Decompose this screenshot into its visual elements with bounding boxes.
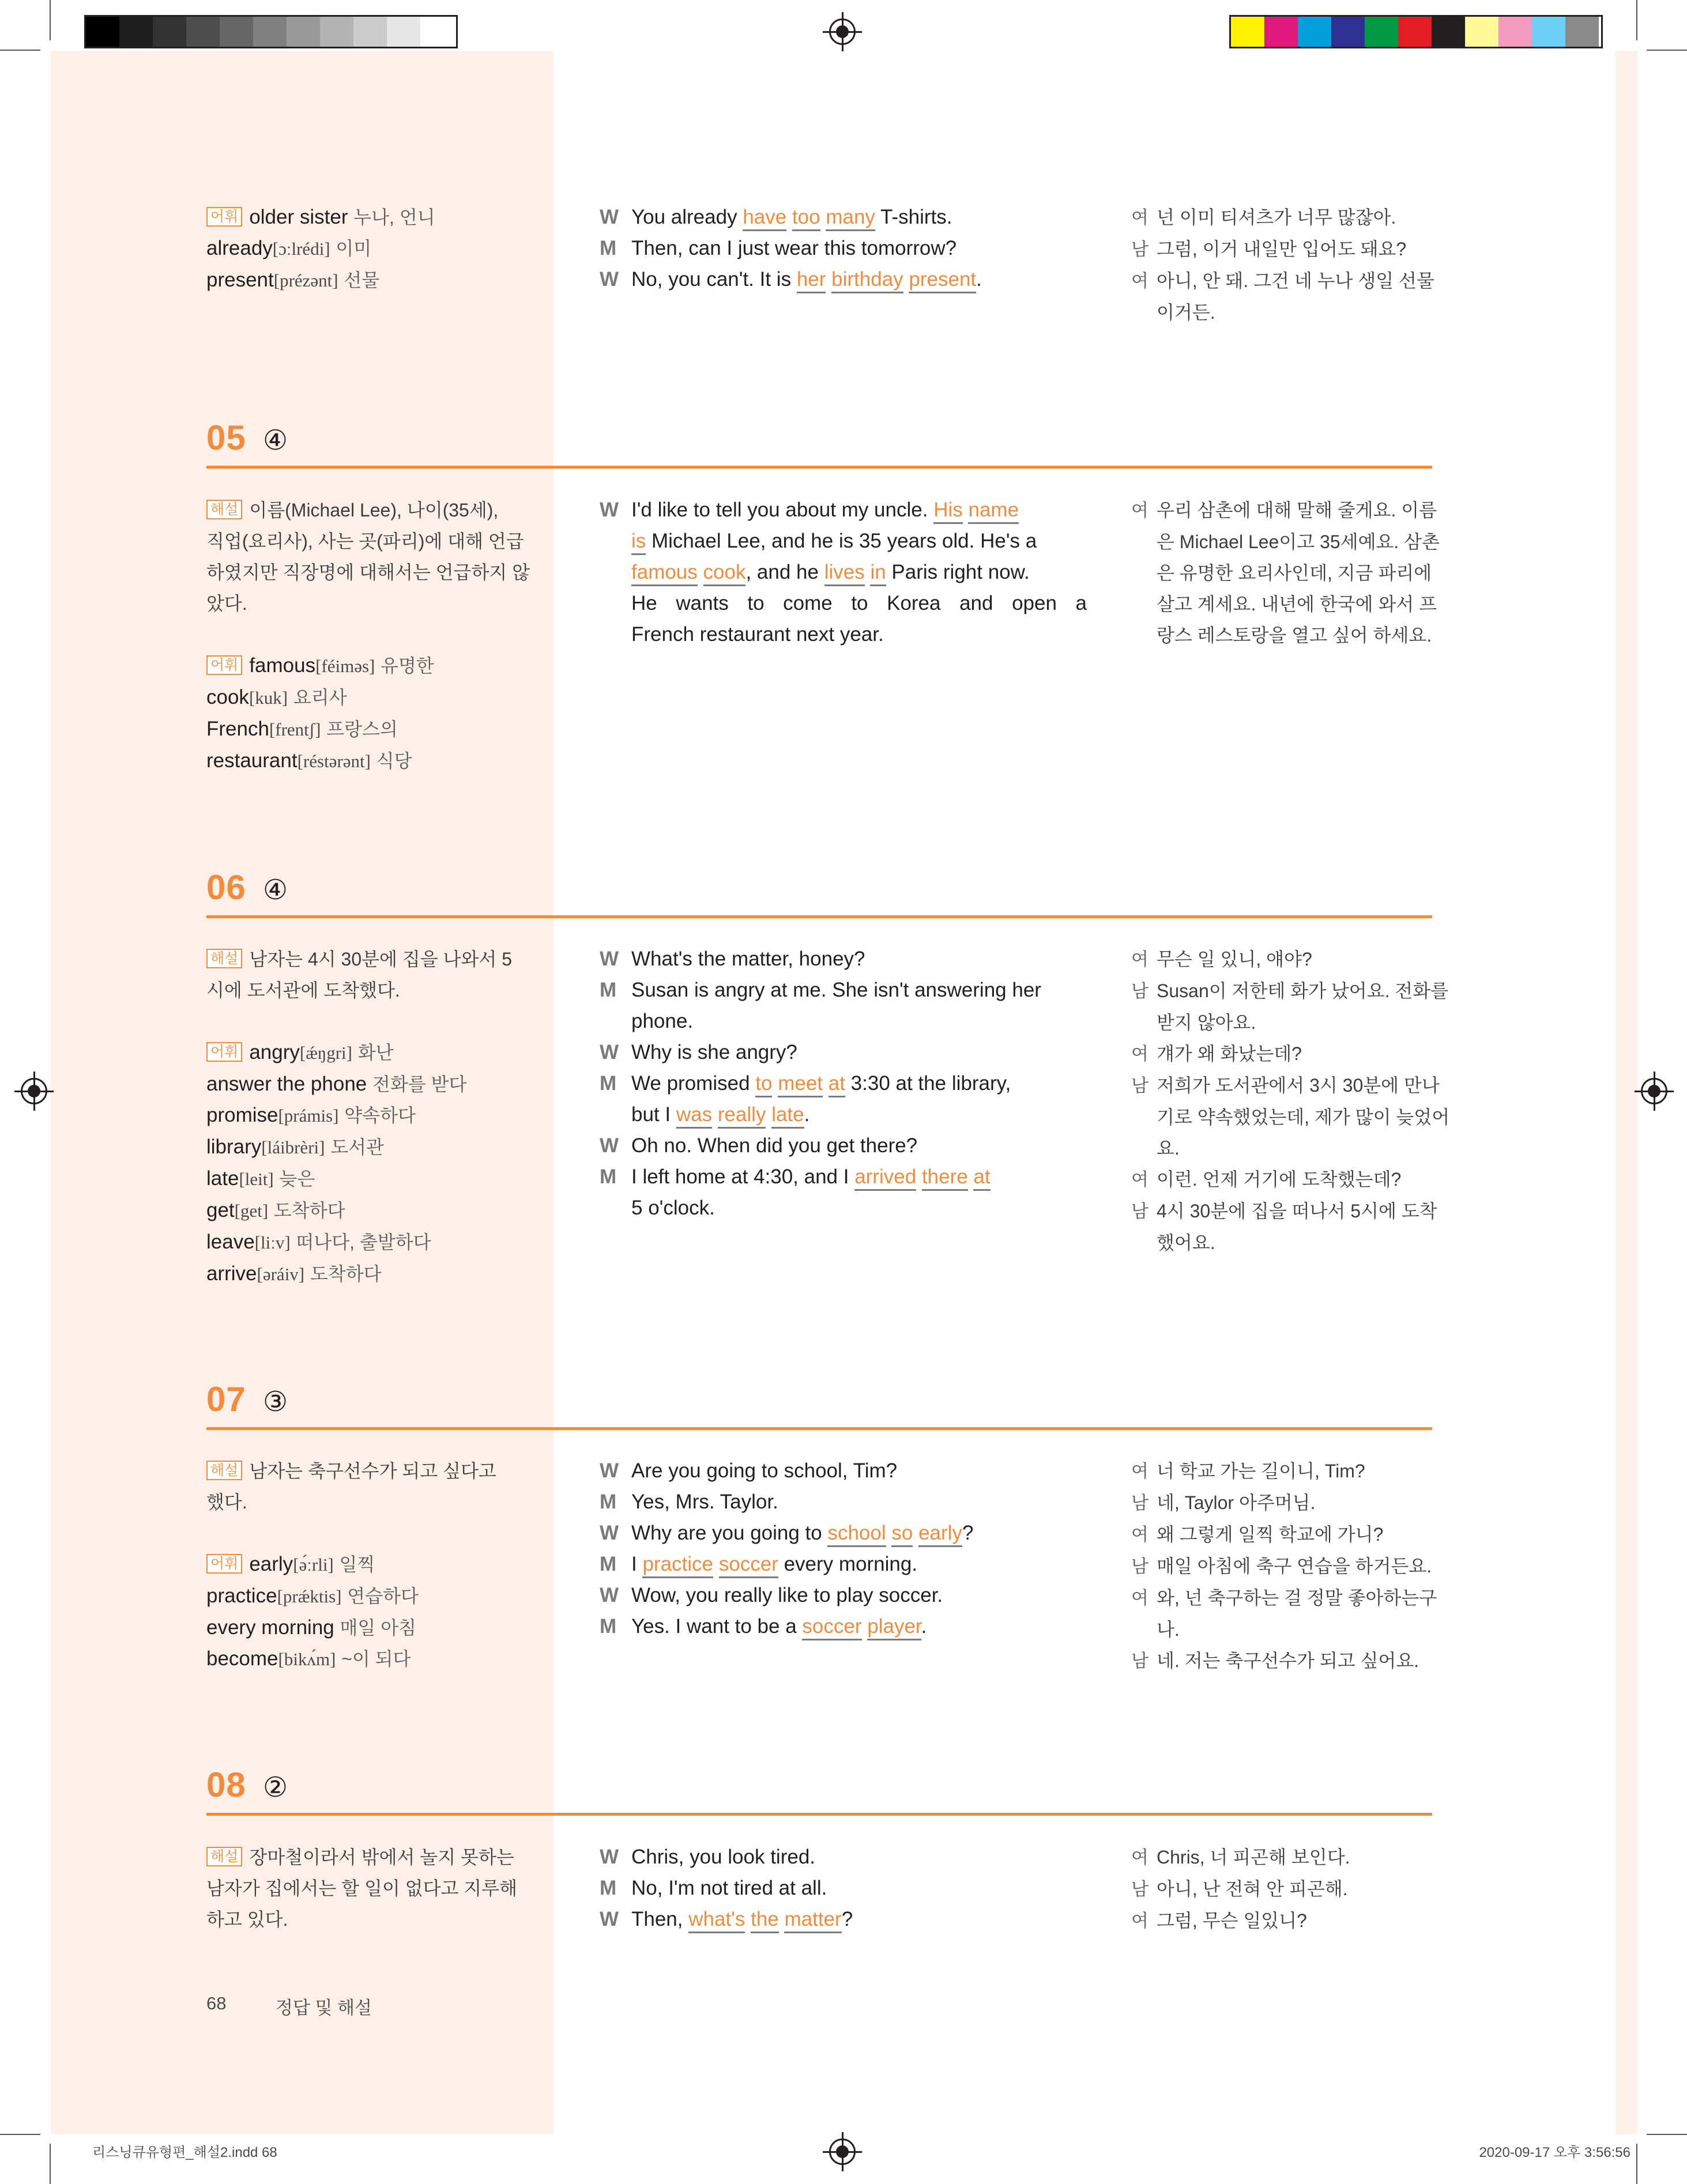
color-swatch <box>1498 17 1532 47</box>
speaker-label: 여 <box>1131 500 1148 520</box>
explanation-text: 남자는 축구선수가 되고 싶다고 <box>249 1461 496 1481</box>
answer-choice: ④ <box>263 425 288 456</box>
speaker-label: 여 <box>1131 271 1148 291</box>
script-text: Why is she angry? <box>631 1041 797 1063</box>
speaker-label: 남 <box>1131 239 1148 259</box>
script-text: every morning. <box>778 1553 918 1575</box>
section-07-header <box>206 1381 1432 1430</box>
translation-text: 아니, 난 전혀 안 피곤해. <box>1157 1879 1348 1899</box>
translation-text: 은 유명한 요리사인데, 지금 파리에 <box>1157 563 1432 583</box>
script-text: ? <box>962 1522 974 1544</box>
script-text: Yes, Mrs. Taylor. <box>631 1491 778 1513</box>
answer-blank: soccer <box>802 1615 861 1640</box>
script-text: Paris right now. <box>886 561 1030 583</box>
question-number: 07 <box>206 1380 246 1419</box>
answer-blank: meet <box>778 1072 823 1097</box>
explanation-text: 남자가 집에서는 할 일이 없다고 지루해 <box>206 1878 518 1899</box>
speaker-label: 여 <box>1131 1170 1148 1190</box>
vocab-meaning: 연습하다 <box>347 1586 419 1606</box>
vocab-pronunciation: [prámis] <box>278 1106 339 1126</box>
translation-text: Susan이 저한테 화가 났어요. 전화를 <box>1157 980 1449 1001</box>
explanation-text: 았다. <box>206 593 247 614</box>
explanation-text: 장마철이라서 밖에서 놀지 못하는 <box>249 1847 514 1868</box>
vocab-pronunciation: [prézənt] <box>273 270 338 291</box>
sec08-script <box>600 1842 1087 1935</box>
speaker-label: M <box>600 1877 617 1899</box>
vocab-word: older sister <box>249 206 348 228</box>
explanation-text: 남자는 4시 30분에 집을 나와서 5 <box>249 949 512 970</box>
gray-swatch <box>153 17 186 47</box>
speaker-label: 여 <box>1131 1044 1148 1064</box>
speaker-label: W <box>600 948 619 970</box>
vocab-word: every morning <box>206 1616 334 1639</box>
translation-text: 넌 이미 티셔츠가 너무 많잖아. <box>1157 207 1396 228</box>
speaker-label: M <box>600 1615 617 1638</box>
answer-blank: practice <box>642 1553 713 1578</box>
vocab-meaning: 요리사 <box>293 687 347 708</box>
sec06-script <box>600 944 1087 1224</box>
vocab-word: leave <box>206 1231 255 1253</box>
registration-mark-right <box>1641 1078 1667 1104</box>
vocab-meaning: 도서관 <box>330 1137 384 1157</box>
vocab-word: become <box>206 1647 278 1670</box>
translation-text: 너 학교 가는 길이니, Tim? <box>1157 1461 1365 1481</box>
color-swatch <box>1365 17 1398 47</box>
script-text: ? <box>841 1908 853 1930</box>
script-text: but I <box>631 1103 676 1126</box>
vocab-meaning: 이미 <box>336 238 372 259</box>
speaker-label: 여 <box>1131 1847 1148 1868</box>
answer-blank: birthday <box>831 268 903 293</box>
script-text: Why are you going to <box>631 1522 828 1544</box>
vocab-meaning: 매일 아침 <box>340 1617 417 1638</box>
speaker-label: 남 <box>1131 981 1148 1001</box>
translation-text: 이런. 언제 거기에 도착했는데? <box>1157 1169 1402 1190</box>
sec04-vocab <box>206 202 506 296</box>
speaker-label: 남 <box>1131 1201 1148 1221</box>
color-swatch <box>1565 17 1599 47</box>
vocab-word: practice <box>206 1585 277 1607</box>
vocab-word: French <box>206 718 269 740</box>
registration-mark-top <box>829 18 856 45</box>
translation-text: 아니, 안 돼. 그건 네 누나 생일 선물 <box>1157 270 1434 291</box>
color-swatch <box>1432 17 1465 47</box>
explanation-text: 하였지만 직장명에 대해서는 언급하지 않 <box>206 562 530 583</box>
question-number: 05 <box>206 418 246 457</box>
sec05-script <box>600 495 1087 650</box>
script-text: T-shirts. <box>875 206 952 228</box>
vocab-word: answer the phone <box>206 1073 367 1095</box>
script-text: Yes. I want to be a <box>631 1615 803 1638</box>
translation-text: 기로 약속했었는데, 제가 많이 늦었어 <box>1157 1107 1450 1127</box>
speaker-label: 남 <box>1131 1493 1148 1513</box>
registration-mark-bottom <box>829 2138 856 2165</box>
vocab-pronunciation: [féiməs] <box>315 656 375 676</box>
vocab-pronunciation: [láibrèri] <box>261 1137 325 1157</box>
sec05-translation <box>1131 495 1440 651</box>
vocab-tag: 어휘 <box>206 1042 242 1062</box>
vocab-pronunciation: [ɔːlrédi] <box>272 239 330 259</box>
speaker-label: 여 <box>1131 949 1148 970</box>
answer-blank: late <box>771 1103 804 1129</box>
vocab-word: restaurant <box>206 749 298 772</box>
crop-mark <box>0 50 40 51</box>
answer-blank: soccer <box>719 1553 778 1578</box>
vocab-meaning: 선물 <box>344 270 380 291</box>
answer-blank: there <box>922 1165 968 1191</box>
answer-choice: ④ <box>263 875 288 906</box>
color-swatch <box>1532 17 1565 47</box>
sec04-script <box>600 202 1087 295</box>
speaker-label: 여 <box>1131 1461 1148 1481</box>
vocab-pronunciation: [bikʌ́m] <box>278 1649 336 1669</box>
question-number: 08 <box>206 1766 246 1804</box>
script-text: Then, <box>631 1908 689 1930</box>
answer-blank: name <box>968 499 1019 524</box>
script-text: . <box>804 1103 810 1126</box>
vocab-meaning: 약속하다 <box>344 1105 416 1126</box>
script-text: Wow, you really like to play soccer. <box>631 1584 943 1606</box>
speaker-label: 여 <box>1131 208 1148 228</box>
translation-text: 4시 30분에 집을 떠나서 5시에 도착 <box>1157 1201 1437 1221</box>
vocab-word: present <box>206 269 274 291</box>
script-text: Oh no. When did you get there? <box>631 1134 918 1157</box>
speaker-label: 여 <box>1131 1588 1148 1608</box>
speaker-label: W <box>600 268 619 291</box>
translation-text: 이거든. <box>1157 302 1215 323</box>
translation-text: 받지 않아요. <box>1157 1012 1256 1033</box>
speaker-label: 남 <box>1131 1879 1148 1899</box>
explain-tag: 해설 <box>206 500 242 519</box>
vocab-meaning: ~이 되다 <box>341 1649 411 1669</box>
vocab-pronunciation: [frentʃ] <box>269 719 321 740</box>
vocab-word: late <box>206 1167 239 1190</box>
script-text: No, you can't. It is <box>631 268 797 291</box>
translation-text: 네. 저는 축구선수가 되고 싶어요. <box>1157 1650 1419 1671</box>
right-edge-background <box>1616 51 1637 2134</box>
translation-text: 왜 그렇게 일찍 학교에 가니? <box>1157 1524 1384 1545</box>
speaker-label: 남 <box>1131 1556 1148 1576</box>
sec07-translation <box>1131 1455 1437 1677</box>
answer-blank: to <box>755 1072 772 1097</box>
gray-swatch <box>86 17 119 47</box>
vocab-pronunciation: [leit] <box>239 1169 274 1189</box>
vocab-meaning: 늦은 <box>279 1168 315 1189</box>
vocab-tag: 어휘 <box>206 207 242 227</box>
vocab-meaning: 누나, 언니 <box>353 207 435 228</box>
answer-blank: at <box>829 1072 845 1097</box>
gray-color-bar <box>84 15 458 48</box>
answer-blank: her <box>797 268 826 293</box>
vocab-pronunciation: [réstərənt] <box>297 751 371 771</box>
crop-mark <box>0 2134 40 2135</box>
gray-swatch <box>186 17 220 47</box>
gray-swatch <box>287 17 320 47</box>
vocab-word: famous <box>249 654 316 677</box>
translation-text: 와, 넌 축구하는 걸 정말 좋아하는구 <box>1157 1587 1437 1608</box>
vocab-pronunciation: [liːv] <box>254 1232 291 1253</box>
script-text: , and he <box>745 561 824 583</box>
sec08-notes <box>206 1842 518 1935</box>
vocab-word: library <box>206 1136 262 1158</box>
page-number: 68 <box>206 1993 227 2013</box>
explanation-text: 이름(Michael Lee), 나이(35세), <box>249 500 499 520</box>
translation-text: 요. <box>1157 1138 1180 1159</box>
answer-blank: in <box>870 561 886 586</box>
translation-text: 나. <box>1157 1619 1180 1640</box>
explanation-text: 직업(요리사), 사는 곳(파리)에 대해 언급 <box>206 531 524 552</box>
color-swatch <box>1398 17 1432 47</box>
vocab-word: arrive <box>206 1262 257 1285</box>
speaker-label: W <box>600 1522 619 1544</box>
section-06-header <box>206 869 1432 918</box>
speaker-label: W <box>600 499 619 521</box>
crop-mark <box>50 2144 51 2184</box>
vocab-meaning: 유명한 <box>381 655 434 676</box>
vocab-meaning: 화난 <box>357 1042 394 1063</box>
vocab-pronunciation: [əráiv] <box>257 1264 305 1284</box>
vocab-pronunciation: [ǽŋgri] <box>299 1043 352 1063</box>
vocab-word: angry <box>249 1041 300 1063</box>
registration-mark-left <box>21 1078 47 1104</box>
section-05-header <box>206 420 1432 469</box>
sec06-translation <box>1131 944 1450 1258</box>
script-text: I left home at 4:30, and I <box>631 1165 855 1188</box>
speaker-label: M <box>600 979 617 1001</box>
script-text: Michael Lee, and he is 35 years old. He's a <box>646 530 1037 552</box>
speaker-label: W <box>600 1584 619 1606</box>
speaker-label: 남 <box>1131 1076 1148 1096</box>
answer-choice: ② <box>263 1772 288 1803</box>
translation-text: 우리 삼촌에 대해 말해 줄게요. 이름 <box>1157 500 1437 520</box>
translation-text: 무슨 일 있니, 얘야? <box>1157 949 1312 970</box>
speaker-label: W <box>600 1134 619 1157</box>
translation-text: 살고 계세요. 내년에 한국에 와서 프 <box>1157 594 1437 614</box>
script-text: . <box>976 268 982 291</box>
answer-blank: was <box>676 1103 712 1129</box>
answer-blank: have <box>743 206 786 231</box>
translation-text: 그럼, 이거 내일만 입어도 돼요? <box>1157 239 1407 259</box>
answer-blank: early <box>918 1522 962 1547</box>
vocab-word: already <box>206 237 273 259</box>
vocab-word: get <box>206 1199 235 1221</box>
speaker-label: M <box>600 1491 617 1513</box>
translation-text: 네, Taylor 아주머님. <box>1157 1492 1316 1513</box>
script-text: You already <box>631 206 743 228</box>
answer-blank: lives <box>824 561 865 586</box>
answer-blank: famous <box>631 561 698 586</box>
script-text: Susan is angry at me. She isn't answering her <box>631 979 1041 1001</box>
gray-swatch <box>220 17 253 47</box>
speaker-label: 남 <box>1131 1651 1148 1671</box>
vocab-meaning: 프랑스의 <box>326 719 398 740</box>
color-swatch <box>1465 17 1498 47</box>
answer-blank: cook <box>703 561 746 586</box>
explain-tag: 해설 <box>206 949 242 968</box>
gray-swatch <box>253 17 287 47</box>
vocab-meaning: 도착하다 <box>273 1200 345 1221</box>
translation-text: 은 Michael Lee이고 35세예요. 삼촌 <box>1157 531 1440 552</box>
vocab-pronunciation: [kuk] <box>248 688 288 708</box>
crop-mark <box>1636 0 1637 40</box>
sec06-notes <box>206 944 512 1290</box>
speaker-label: M <box>600 1165 617 1188</box>
script-text: . <box>921 1615 927 1638</box>
vocab-meaning: 전화를 받다 <box>372 1074 467 1095</box>
answer-blank: many <box>826 206 875 231</box>
print-slug-timestamp: 2020-09-17 오후 3:56:56 <box>1479 2145 1630 2160</box>
explain-tag: 해설 <box>206 1847 242 1866</box>
footer-title: 정답 및 해설 <box>276 1998 372 2018</box>
explanation-text: 시에 도서관에 도착했다. <box>206 980 400 1001</box>
answer-blank: is <box>631 530 646 555</box>
vocab-word: early <box>249 1553 293 1575</box>
question-number: 06 <box>206 868 246 907</box>
translation-text: Chris, 너 피곤해 보인다. <box>1157 1847 1350 1868</box>
answer-choice: ③ <box>263 1387 288 1417</box>
answer-blank: too <box>792 206 820 231</box>
translation-text: 걔가 왜 화났는데? <box>1157 1043 1302 1064</box>
translation-text: 저희가 도서관에서 3시 30분에 만나 <box>1157 1075 1440 1096</box>
gray-swatch <box>420 17 454 47</box>
script-text: I <box>631 1553 643 1575</box>
speaker-label: 여 <box>1131 1911 1148 1931</box>
crop-mark <box>1636 2144 1637 2184</box>
answer-blank: so <box>891 1522 913 1547</box>
script-text: Chris, you look tired. <box>631 1846 816 1868</box>
answer-blank: the <box>751 1908 779 1933</box>
answer-blank: really <box>718 1103 766 1129</box>
answer-blank: His <box>933 499 963 524</box>
answer-blank: player <box>867 1615 921 1640</box>
color-swatch <box>1264 17 1298 47</box>
color-swatch <box>1298 17 1331 47</box>
script-text: What's the matter, honey? <box>631 948 865 970</box>
answer-blank: present <box>909 268 976 293</box>
process-color-bar <box>1229 15 1603 48</box>
script-text: Then, can I just wear this tomorrow? <box>631 237 957 259</box>
speaker-label: M <box>600 237 617 259</box>
speaker-label: M <box>600 1072 617 1095</box>
answer-blank: at <box>973 1165 990 1191</box>
crop-mark <box>50 0 51 40</box>
speaker-label: W <box>600 1041 619 1063</box>
explanation-text: 했다. <box>206 1492 247 1512</box>
section-08-header <box>206 1767 1432 1816</box>
answer-blank: what's <box>688 1908 745 1933</box>
vocab-meaning: 식당 <box>376 750 412 771</box>
script-text: He wants to come to Korea and open a <box>631 592 1087 614</box>
answer-blank: matter <box>784 1908 841 1933</box>
translation-text: 랑스 레스토랑을 열고 싶어 하세요. <box>1157 625 1432 646</box>
crop-mark <box>1647 50 1687 51</box>
script-text: Are you going to school, Tim? <box>631 1459 898 1482</box>
sec04-translation <box>1131 202 1434 328</box>
color-swatch <box>1231 17 1264 47</box>
translation-text: 그럼, 무슨 일있니? <box>1157 1910 1307 1931</box>
script-text: phone. <box>631 1010 694 1032</box>
gray-swatch <box>119 17 153 47</box>
speaker-label: W <box>600 206 619 228</box>
script-text: We promised <box>631 1072 756 1095</box>
speaker-label: W <box>600 1459 619 1482</box>
answer-blank: arrived <box>854 1165 916 1191</box>
vocab-pronunciation: [ə́ːrli] <box>293 1555 334 1575</box>
script-text: I'd like to tell you about my uncle. <box>631 499 934 521</box>
sec07-notes <box>206 1455 506 1675</box>
speaker-label: W <box>600 1908 619 1930</box>
script-text: French restaurant next year. <box>631 623 884 646</box>
script-text: 5 o'clock. <box>631 1197 715 1219</box>
answer-blank: school <box>827 1522 886 1547</box>
color-swatch <box>1331 17 1365 47</box>
sec07-script <box>600 1455 1087 1642</box>
speaker-label: 여 <box>1131 1525 1148 1545</box>
sec05-notes <box>206 495 530 777</box>
vocab-meaning: 도착하다 <box>310 1263 382 1284</box>
speaker-label: M <box>600 1553 617 1575</box>
explain-tag: 해설 <box>206 1461 242 1480</box>
vocab-word: promise <box>206 1104 278 1126</box>
sec08-translation <box>1131 1842 1434 1937</box>
explanation-text: 하고 있다. <box>206 1909 288 1930</box>
script-text: 3:30 at the library, <box>845 1072 1011 1095</box>
vocab-tag: 어휘 <box>206 655 242 675</box>
vocab-meaning: 일찍 <box>339 1554 375 1575</box>
translation-text: 했어요. <box>1157 1232 1215 1253</box>
gray-swatch <box>387 17 420 47</box>
print-slug-filename: 리스닝큐유형편_해설2.indd 68 <box>92 2145 277 2160</box>
vocab-meaning: 떠나다, 출발하다 <box>296 1232 431 1253</box>
vocab-pronunciation: [prǽktis] <box>277 1586 342 1606</box>
crop-mark <box>1647 2134 1687 2135</box>
translation-text: 매일 아침에 축구 연습을 하거든요. <box>1157 1556 1432 1576</box>
speaker-label: W <box>600 1846 619 1868</box>
script-text: No, I'm not tired at all. <box>631 1877 827 1899</box>
vocab-word: cook <box>206 686 249 708</box>
vocab-tag: 어휘 <box>206 1554 242 1574</box>
gray-swatch <box>320 17 353 47</box>
vocab-pronunciation: [get] <box>234 1201 269 1221</box>
gray-swatch <box>353 17 387 47</box>
